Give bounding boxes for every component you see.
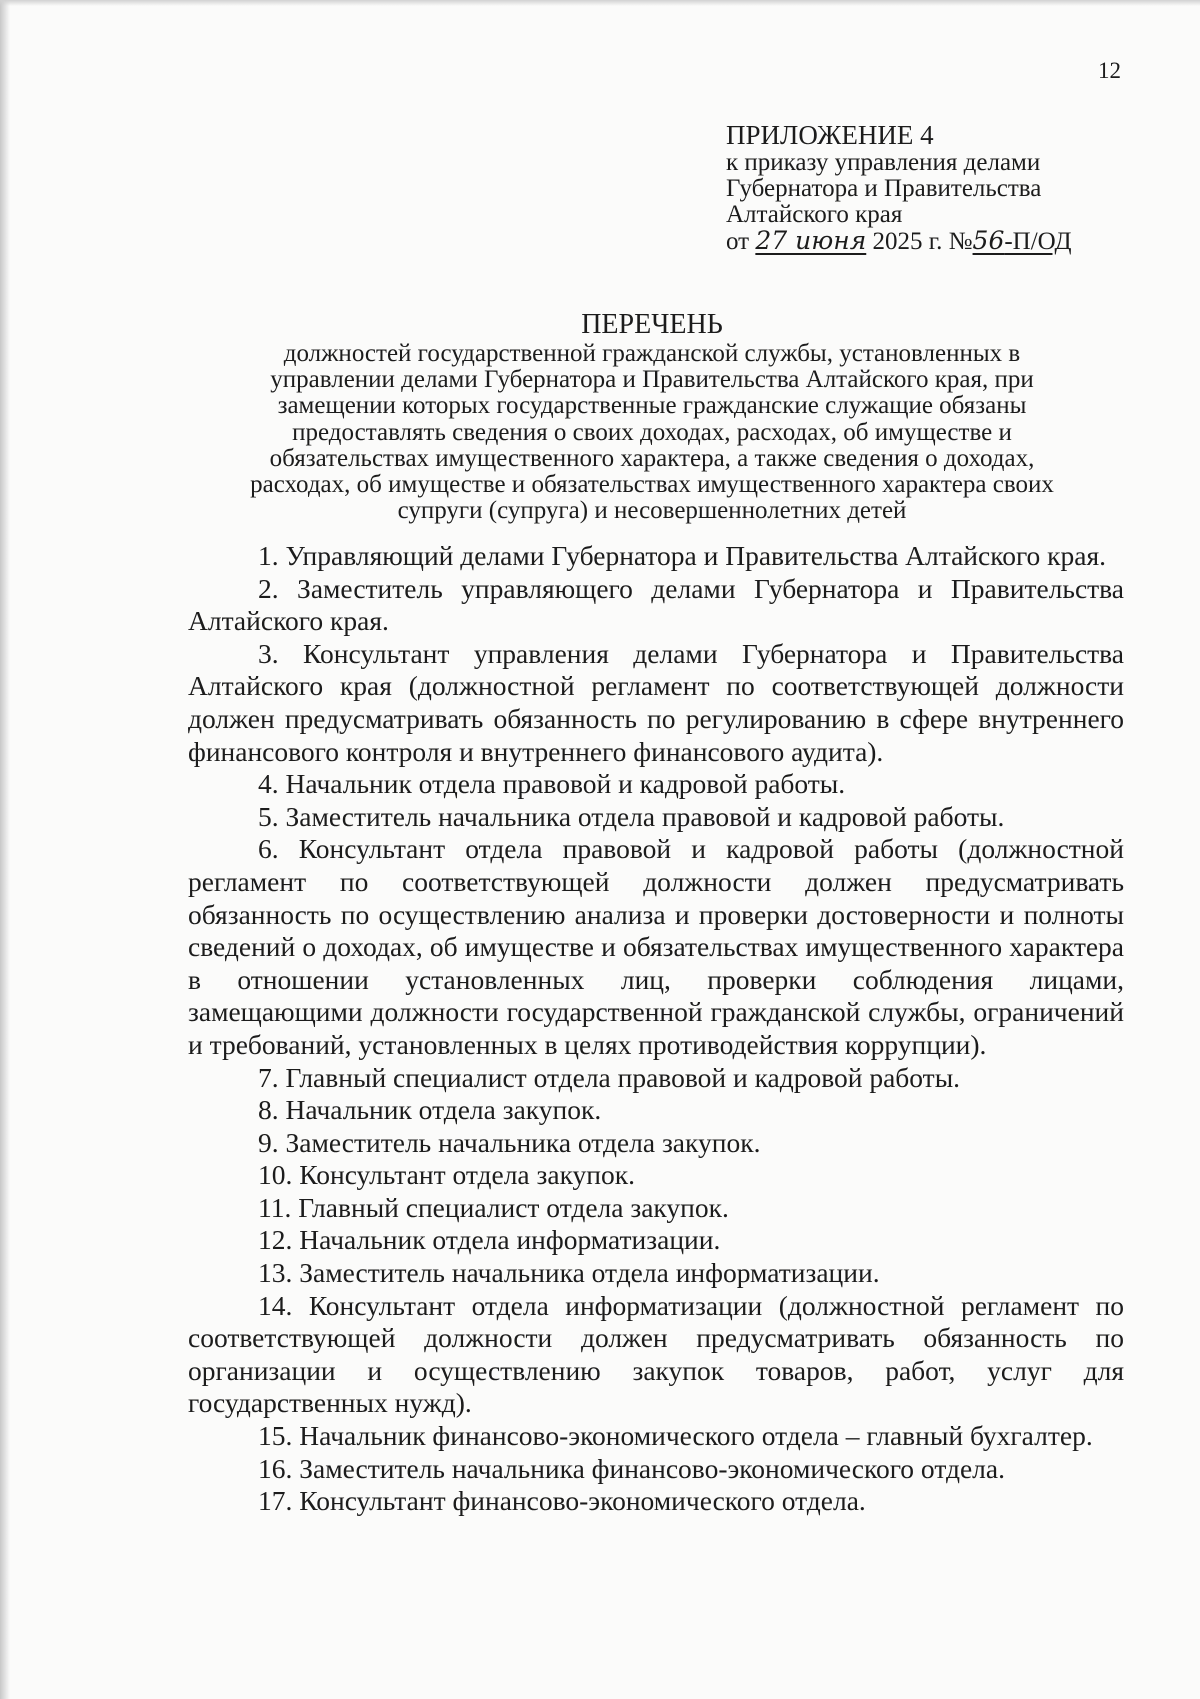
list-item: 12. Начальник отдела информатизации. xyxy=(258,1224,721,1256)
positions-list xyxy=(188,540,1124,1518)
subtitle-line: замещении которых государственные гражданские служащие обязаны xyxy=(277,392,1027,420)
subtitle-line: должностей государственной гражданской службы, установленных в xyxy=(283,340,1021,367)
list-item: 10. Консультант отдела закупок. xyxy=(258,1159,635,1191)
list-item: 4. Начальник отдела правовой и кадровой работы. xyxy=(258,768,846,800)
order-number-suffix: -П/ОД xyxy=(1004,228,1072,255)
handwritten-order-number: 56 xyxy=(972,226,1005,255)
list-item: 5. Заместитель начальника отдела правовой и кадровой работы. xyxy=(258,800,1005,832)
subtitle-line: супруги (супруга) и несовершеннолетних детей xyxy=(397,497,907,525)
list-item: 14. Консультант отдела информатизации (должностной регламент по соответствующей должности должен предусматривать обязанность по организации и осуществлению закупок товаров, работ, услуг для государственных нужд). xyxy=(188,1289,1124,1419)
appendix-heading: ПРИЛОЖЕНИЕ 4 xyxy=(726,120,934,150)
list-item: 11. Главный специалист отдела закупок. xyxy=(258,1191,729,1223)
date-prefix: от xyxy=(726,228,750,255)
appendix-date-line xyxy=(726,228,1166,255)
list-item: 6. Консультант отдела правовой и кадровой работы (должностной регламент по соответствующей должности должен предусматривать обязанность по осуществлению анализа и проверки достоверности и полноты сведений о доходах, об имуществе и обязательствах имущественного характера в отношении установленных лиц, проверки соблюдения лицами, замещающими должности государственной гражданской службы, ограничений и требований, установленных в целях противодействия коррупции). xyxy=(188,833,1124,1060)
subtitle-line: управлении делами Губернатора и Правительства Алтайского края, при xyxy=(270,366,1034,394)
subtitle-line: расходах, об имуществе и обязательствах имущественного характера своих xyxy=(250,471,1054,499)
appendix-line: Губернатора и Правительства xyxy=(726,175,1042,202)
list-item: 2. Заместитель управляющего делами Губернатора и Правительства Алтайского края. xyxy=(188,572,1124,637)
appendix-line: Алтайского края xyxy=(726,201,903,228)
list-item: 3. Консультант управления делами Губернатора и Правительства Алтайского края (должностной регламент по соответствующей должности должен предусматривать обязанность по регулированию в сфере внутреннего финансового контроля и внутреннего финансового аудита). xyxy=(188,637,1124,767)
subtitle-line: обязательствах имущественного характера, а также сведения о доходах, xyxy=(269,444,1035,472)
scan-edge-top xyxy=(0,0,1200,6)
list-item: 15. Начальник финансово-экономического отдела – главный бухгалтер. xyxy=(258,1420,1093,1452)
list-item: 17. Консультант финансово-экономического отдела. xyxy=(258,1485,866,1517)
order-year: 2025 г. № xyxy=(872,228,973,255)
list-item: 1. Управляющий делами Губернатора и Правительства Алтайского края. xyxy=(258,540,1107,571)
handwritten-date: 27 июня xyxy=(755,226,867,255)
list-item: 7. Главный специалист отдела правовой и кадровой работы. xyxy=(258,1061,961,1093)
page-number: 12 xyxy=(1098,58,1121,83)
document-subtitle xyxy=(190,341,1114,524)
document-title-block xyxy=(190,309,1114,524)
appendix-line: к приказу управления делами xyxy=(726,149,1041,176)
scan-edge-left xyxy=(0,0,10,1699)
document-title: ПЕРЕЧЕНЬ xyxy=(581,309,723,340)
list-item: 8. Начальник отдела закупок. xyxy=(258,1094,602,1126)
list-item: 13. Заместитель начальника отдела информатизации. xyxy=(258,1257,880,1289)
subtitle-line: предоставлять сведения о своих доходах, расходах, об имуществе и xyxy=(292,418,1012,446)
appendix-block xyxy=(726,120,1166,255)
list-item: 9. Заместитель начальника отдела закупок. xyxy=(258,1126,761,1158)
list-item: 16. Заместитель начальника финансово-экономического отдела. xyxy=(258,1452,1005,1484)
